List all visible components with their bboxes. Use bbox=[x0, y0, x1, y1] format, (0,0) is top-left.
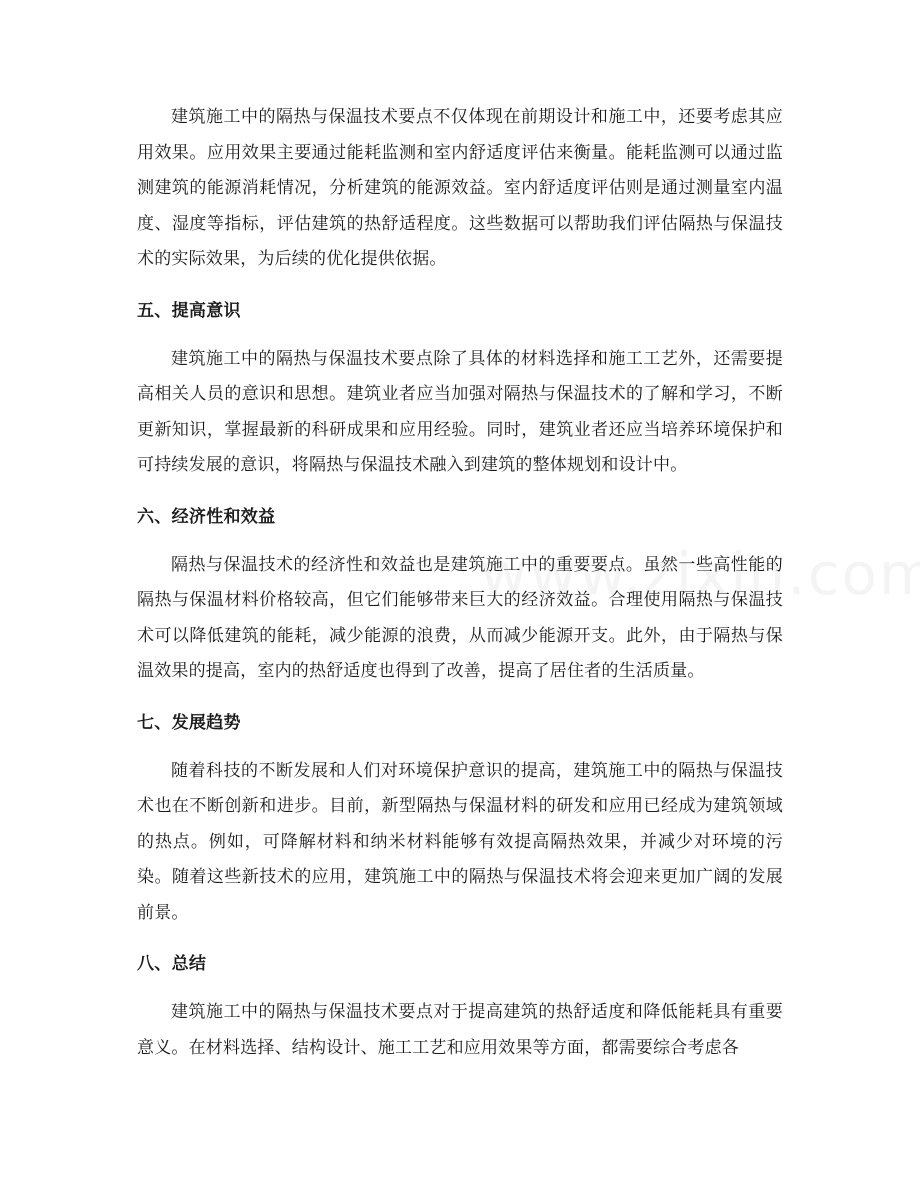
section-body-5: 建筑施工中的隔热与保温技术要点除了具体的材料选择和施工工艺外，还需要提高相关人员的意识和思想。建筑业者应当加强对隔热与保温技术的了解和学习，不断更新知识，掌握最新的科研成果和应用经验。同时，建筑业者还应当培养环境保护和可持续发展的意识，将隔热与保温技术融入到建筑的整体规划和设计中。 bbox=[137, 348, 783, 475]
section-heading-8: 八、总结 bbox=[137, 954, 207, 974]
intro-paragraph: 建筑施工中的隔热与保温技术要点不仅体现在前期设计和施工中，还要考虑其应用效果。应用效果主要通过能耗监测和室内舒适度评估来衡量。能耗监测可以通过监测建筑的能源消耗情况，分析建筑的能源效益。室内舒适度评估则是通过测量室内温度、湿度等指标，评估建筑的热舒适程度。这些数据可以帮助我们评估隔热与保温技术的实际效果，为后续的优化提供依据。 bbox=[137, 107, 783, 269]
section-heading-5: 五、提高意识 bbox=[137, 300, 241, 321]
section-heading-7: 七、发展趋势 bbox=[137, 712, 241, 733]
section-body-8: 建筑施工中的隔热与保温技术要点对于提高建筑的热舒适度和降低能耗具有重要意义。在材料选择、结构设计、施工工艺和应用效果等方面，都需要综合考虑各 bbox=[137, 1002, 783, 1058]
document-page bbox=[137, 100, 783, 1066]
section-body-7: 随着科技的不断发展和人们对环境保护意识的提高，建筑施工中的隔热与保温技术也在不断创新和进步。目前，新型隔热与保温材料的研发和应用已经成为建筑领域的热点。例如，可降解材料和纳米材料能够有效提高隔热效果，并减少对环境的污染。随着这些新技术的应用，建筑施工中的隔热与保温技术将会迎来更加广阔的发展前景。 bbox=[137, 760, 783, 923]
section-heading-6: 六、经济性和效益 bbox=[137, 506, 276, 527]
section-body-6: 隔热与保温技术的经济性和效益也是建筑施工中的重要要点。虽然一些高性能的隔热与保温材料价格较高，但它们能够带来巨大的经济效益。合理使用隔热与保温技术可以降低建筑的能耗，减少能源的浪费，从而减少能源开支。此外，由于隔热与保温效果的提高，室内的热舒适度也得到了改善，提高了居住者的生活质量。 bbox=[137, 554, 783, 681]
